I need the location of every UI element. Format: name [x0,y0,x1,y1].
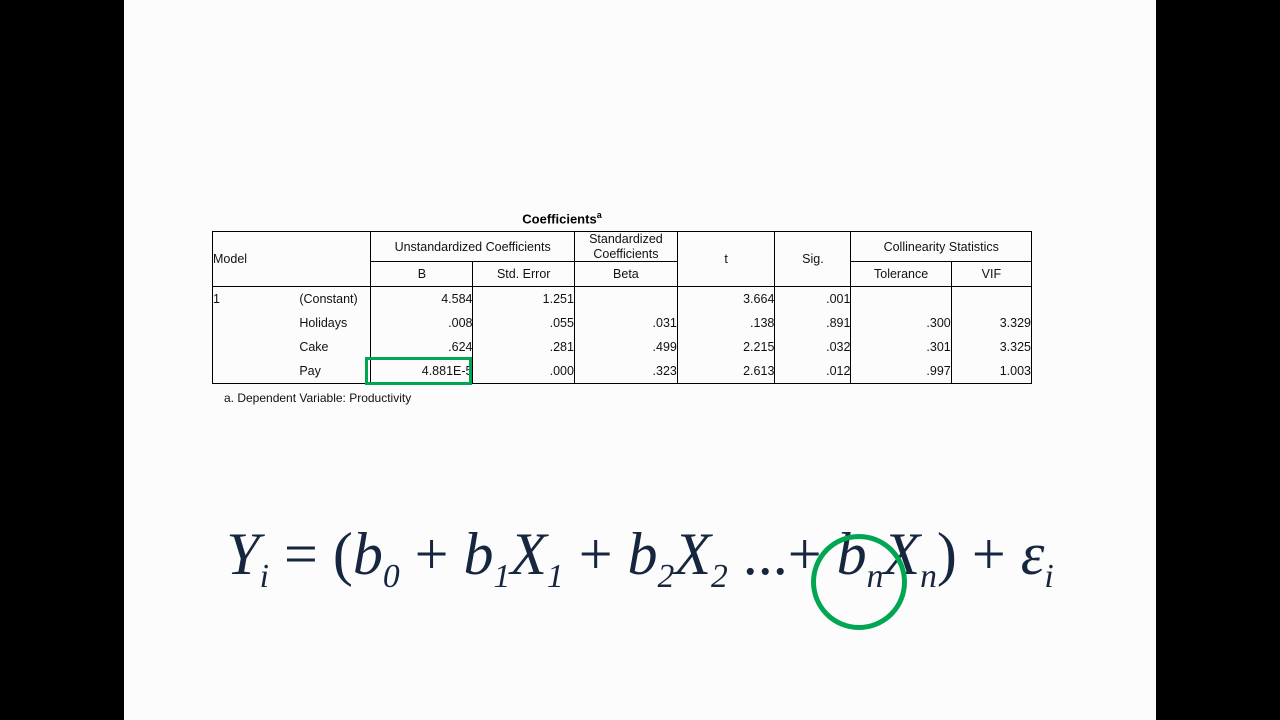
row-index-blank [213,311,252,335]
cell-b-holidays: .008 [371,311,473,335]
cell-std-error-cake: .281 [473,335,574,359]
header-model: Model [213,232,371,287]
table-row [213,335,1032,359]
header-beta: Beta [574,262,677,287]
cell-std-error-pay: .000 [473,359,574,384]
header-unstandardized: Unstandardized Coefficients [371,232,575,262]
header-sig: Sig. [775,232,851,287]
eq-equals: = [283,521,318,587]
cell-tolerance-constant [851,287,951,312]
cell-b-pay [371,359,473,384]
eq-y: Y [226,521,260,587]
cell-vif-holidays: 3.329 [999,316,1031,331]
cell-t-holidays: .138 [677,311,775,335]
header-t: t [677,232,775,287]
eq-b1-sub: 1 [493,558,511,595]
table-row [213,359,1032,384]
row-index-blank [213,359,252,384]
row-label-constant: (Constant) [251,287,371,312]
row-index-blank [213,335,252,359]
eq-b1: b [463,521,494,587]
eq-x2: X [674,521,711,587]
cell-t-cake: 2.215 [677,335,775,359]
eq-bn-sub: n [866,558,884,595]
cell-tolerance-holidays: .300 [851,311,951,335]
eq-epsilon: ε [1020,521,1045,587]
eq-open-paren: ( [332,521,353,587]
header-standardized: Standardized Coefficients [574,232,677,262]
row-label-cake: Cake [251,335,371,359]
header-b: B [371,262,473,287]
table-title-text: Coefficients [522,211,597,227]
model-number: 1 [213,287,252,312]
coefficients-table [212,231,1032,384]
table-title [92,210,1032,226]
cell-std-error-holidays: .055 [473,311,574,335]
cell-sig-holidays: .891 [775,311,851,335]
regression-equation [124,520,1156,596]
cell-sig-cake: .032 [775,335,851,359]
eq-ellipsis: ... [742,521,788,587]
eq-xn-sub: n [920,558,937,595]
eq-xn: X [883,521,921,587]
cell-sig-pay: .012 [775,359,851,384]
eq-y-sub: i [259,558,269,595]
eq-b2-sub: 2 [657,558,675,595]
eq-b0: b [352,521,383,587]
eq-b0-sub: 0 [382,558,400,595]
cell-beta-pay: .323 [574,359,677,384]
header-std-error: Std. Error [473,262,574,287]
cell-b-cake: .624 [371,335,473,359]
eq-epsilon-sub: i [1044,558,1054,595]
row-label-pay: Pay [251,359,371,384]
cell-b-pay-value: 4.881E-5 [421,364,473,379]
cell-beta-holidays: .031 [574,311,677,335]
eq-x1-sub: 1 [546,558,564,595]
cell-tolerance-cake: .301 [851,335,951,359]
cell-t-pay: 2.613 [677,359,775,384]
table-row [213,311,1032,335]
cell-sig-constant: .001 [775,287,851,312]
cell-b-constant: 4.584 [371,287,473,312]
table-header-row-groups [213,232,1032,262]
coefficients-table-block [212,210,1032,405]
cell-vif-pay: 1.003 [999,364,1031,379]
cell-beta-constant [574,287,677,312]
row-label-holidays: Holidays [251,311,371,335]
table-title-superscript: a [596,210,602,220]
eq-plus-1: + [414,521,449,587]
table-footnote: a. Dependent Variable: Productivity [224,391,412,406]
header-tolerance: Tolerance [851,262,951,287]
eq-close-paren: ) [936,521,957,587]
eq-plus-3: + [787,521,822,587]
slide-canvas [124,0,1156,720]
header-vif: VIF [951,262,1031,287]
header-collinearity: Collinearity Statistics [851,232,1032,262]
cell-vif-constant [951,287,1031,312]
cell-tolerance-pay: .997 [851,359,951,384]
eq-bn: b [836,521,867,587]
cell-vif-cake: 3.325 [999,340,1031,355]
cell-t-constant: 3.664 [677,287,775,312]
table-row [213,287,1032,312]
eq-x1: X [510,521,547,587]
cell-beta-cake: .499 [574,335,677,359]
eq-plus-4: + [971,521,1006,587]
cell-std-error-constant: 1.251 [473,287,574,312]
eq-b2: b [627,521,658,587]
eq-x2-sub: 2 [711,558,728,595]
eq-plus-2: + [578,521,613,587]
